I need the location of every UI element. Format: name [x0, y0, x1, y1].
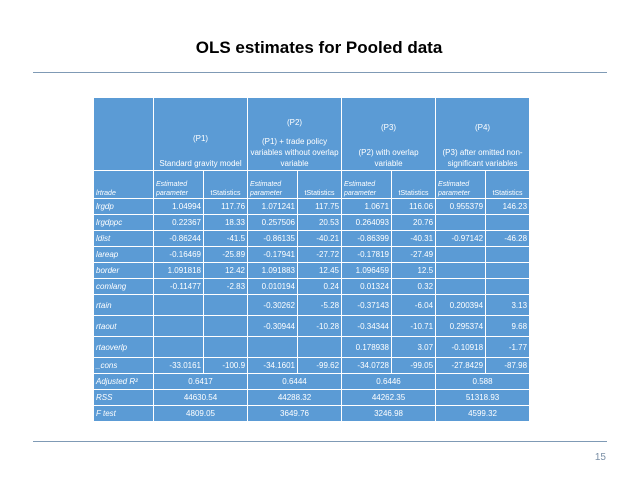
- tstat-cell: -10.28: [298, 316, 342, 337]
- tstat-cell: 20.76: [392, 215, 436, 231]
- estimate-cell: -27.8429: [436, 358, 486, 374]
- tstat-cell: 18.33: [204, 215, 248, 231]
- estimate-cell: -33.0161: [154, 358, 204, 374]
- estimate-cell: [436, 247, 486, 263]
- slide-title: OLS estimates for Pooled data: [195, 38, 443, 57]
- tstat-cell: -27.72: [298, 247, 342, 263]
- tstat-cell: -1.77: [486, 337, 529, 358]
- estimate-cell: 1.091818: [154, 263, 204, 279]
- variable-name: rtaoverlp: [94, 337, 154, 358]
- summary-row: [94, 374, 530, 390]
- estimated-parameter-header: Estimated parameter: [436, 171, 486, 199]
- tstat-cell: [298, 337, 342, 358]
- tstat-cell: -10.71: [392, 316, 436, 337]
- summary-row: [94, 406, 530, 422]
- statistic-name: F test: [94, 406, 154, 422]
- tstatistics-header: tStatistics: [392, 171, 436, 199]
- variable-name: _cons: [94, 358, 154, 374]
- table-row: [94, 358, 530, 374]
- estimate-cell: 0.264093: [342, 215, 392, 231]
- tstat-cell: -46.28: [486, 231, 529, 247]
- tstatistics-header: tStatistics: [204, 171, 248, 199]
- tstat-cell: -41.5: [204, 231, 248, 247]
- table-row: [94, 247, 530, 263]
- model-description: (P1) + trade policy variables without overlap variable: [250, 137, 339, 168]
- table-row: [94, 199, 530, 215]
- title-divider: [33, 72, 607, 73]
- tstat-cell: [486, 279, 529, 295]
- model-header-p2: [248, 98, 342, 171]
- estimated-parameter-header: Estimated parameter: [248, 171, 298, 199]
- statistic-value: 51318.93: [436, 390, 529, 406]
- statistic-value: 44262.35: [342, 390, 436, 406]
- variable-name: border: [94, 263, 154, 279]
- statistic-value: 4809.05: [154, 406, 248, 422]
- tstat-cell: 12.42: [204, 263, 248, 279]
- tstat-cell: [204, 316, 248, 337]
- estimate-cell: -0.97142: [436, 231, 486, 247]
- footer-divider: [33, 441, 607, 442]
- estimate-cell: [154, 337, 204, 358]
- tstat-cell: -40.31: [392, 231, 436, 247]
- tstat-cell: -100.9: [204, 358, 248, 374]
- estimate-cell: [436, 215, 486, 231]
- statistic-value: 4599.32: [436, 406, 529, 422]
- tstat-cell: 12.5: [392, 263, 436, 279]
- table-row: [94, 316, 530, 337]
- model-label: (P1): [192, 134, 209, 143]
- estimate-cell: -0.17819: [342, 247, 392, 263]
- tstat-cell: 20.53: [298, 215, 342, 231]
- estimate-cell: -0.17941: [248, 247, 298, 263]
- estimate-cell: 1.071241: [248, 199, 298, 215]
- table-row: [94, 295, 530, 316]
- tstat-cell: -99.05: [392, 358, 436, 374]
- estimate-cell: [154, 295, 204, 316]
- tstat-cell: 146.23: [486, 199, 529, 215]
- estimate-cell: -0.86399: [342, 231, 392, 247]
- estimate-cell: -0.30944: [248, 316, 298, 337]
- statistic-value: 44630.54: [154, 390, 248, 406]
- estimated-parameter-header: Estimated parameter: [342, 171, 392, 199]
- table-row: [94, 263, 530, 279]
- tstat-cell: -40.21: [298, 231, 342, 247]
- model-label: (P2): [286, 118, 303, 127]
- tstat-cell: -6.04: [392, 295, 436, 316]
- estimate-cell: -0.37143: [342, 295, 392, 316]
- tstat-cell: [486, 263, 529, 279]
- table-row: [94, 279, 530, 295]
- estimate-cell: -0.86244: [154, 231, 204, 247]
- estimate-cell: -0.10918: [436, 337, 486, 358]
- estimate-cell: 0.178938: [342, 337, 392, 358]
- dependent-variable-label: lrtrade: [94, 171, 154, 199]
- tstat-cell: 0.32: [392, 279, 436, 295]
- estimate-cell: -0.11477: [154, 279, 204, 295]
- table-row: [94, 215, 530, 231]
- estimate-cell: [248, 337, 298, 358]
- table-row: [94, 337, 530, 358]
- estimate-cell: -0.34344: [342, 316, 392, 337]
- tstat-cell: [204, 337, 248, 358]
- variable-name: lareap: [94, 247, 154, 263]
- model-header-p3: [342, 98, 436, 171]
- estimate-cell: -0.86135: [248, 231, 298, 247]
- statistic-name: Adjusted R²: [94, 374, 154, 390]
- estimate-cell: 0.295374: [436, 316, 486, 337]
- corner-cell: [94, 98, 154, 171]
- tstatistics-header: tStatistics: [298, 171, 342, 199]
- tstat-cell: -99.62: [298, 358, 342, 374]
- model-description: (P2) with overlap variable: [358, 148, 419, 168]
- table-row: [94, 231, 530, 247]
- tstat-cell: -5.28: [298, 295, 342, 316]
- statistic-value: 0.6446: [342, 374, 436, 390]
- tstat-cell: 116.06: [392, 199, 436, 215]
- statistic-name: RSS: [94, 390, 154, 406]
- statistic-value: 3649.76: [248, 406, 342, 422]
- variable-name: ldist: [94, 231, 154, 247]
- column-subheader-row: [94, 171, 530, 199]
- estimate-cell: 0.257506: [248, 215, 298, 231]
- tstat-cell: [486, 247, 529, 263]
- tstat-cell: 3.13: [486, 295, 529, 316]
- variable-name: comlang: [94, 279, 154, 295]
- model-description: Standard gravity model: [159, 159, 242, 168]
- ols-table-container: [93, 97, 529, 423]
- tstatistics-header: tStatistics: [486, 171, 529, 199]
- statistic-value: 0.6417: [154, 374, 248, 390]
- estimate-cell: [154, 316, 204, 337]
- estimate-cell: 0.200394: [436, 295, 486, 316]
- estimate-cell: [436, 263, 486, 279]
- tstat-cell: 117.75: [298, 199, 342, 215]
- estimate-cell: 1.091883: [248, 263, 298, 279]
- variable-name: lrgdp: [94, 199, 154, 215]
- estimated-parameter-header: Estimated parameter: [154, 171, 204, 199]
- tstat-cell: 3.07: [392, 337, 436, 358]
- model-header-row: [94, 98, 530, 171]
- estimate-cell: 0.01324: [342, 279, 392, 295]
- model-label: (P3): [380, 123, 397, 132]
- tstat-cell: 117.76: [204, 199, 248, 215]
- tstat-cell: [204, 295, 248, 316]
- tstat-cell: -25.89: [204, 247, 248, 263]
- estimate-cell: 1.04994: [154, 199, 204, 215]
- variable-name: rtaout: [94, 316, 154, 337]
- estimate-cell: 1.096459: [342, 263, 392, 279]
- tstat-cell: -27.49: [392, 247, 436, 263]
- tstat-cell: 0.24: [298, 279, 342, 295]
- tstat-cell: 12.45: [298, 263, 342, 279]
- estimate-cell: -34.1601: [248, 358, 298, 374]
- model-header-p4: [436, 98, 529, 171]
- variable-name: rtain: [94, 295, 154, 316]
- estimate-cell: -0.30262: [248, 295, 298, 316]
- model-header-p1: [154, 98, 248, 171]
- tstat-cell: -2.83: [204, 279, 248, 295]
- page-number: 15: [594, 452, 606, 463]
- model-description: (P3) after omitted non-significant variables: [442, 148, 523, 168]
- ols-estimates-table: [93, 97, 529, 422]
- estimate-cell: 0.955379: [436, 199, 486, 215]
- model-label: (P4): [474, 123, 491, 132]
- estimate-cell: -0.16469: [154, 247, 204, 263]
- estimate-cell: 1.0671: [342, 199, 392, 215]
- estimate-cell: 0.010194: [248, 279, 298, 295]
- tstat-cell: 9.68: [486, 316, 529, 337]
- variable-name: lrgdppc: [94, 215, 154, 231]
- tstat-cell: [486, 215, 529, 231]
- estimate-cell: 0.22367: [154, 215, 204, 231]
- estimate-cell: [436, 279, 486, 295]
- statistic-value: 3246.98: [342, 406, 436, 422]
- statistic-value: 44288.32: [248, 390, 342, 406]
- summary-row: [94, 390, 530, 406]
- statistic-value: 0.6444: [248, 374, 342, 390]
- tstat-cell: -87.98: [486, 358, 529, 374]
- statistic-value: 0.588: [436, 374, 529, 390]
- estimate-cell: -34.0728: [342, 358, 392, 374]
